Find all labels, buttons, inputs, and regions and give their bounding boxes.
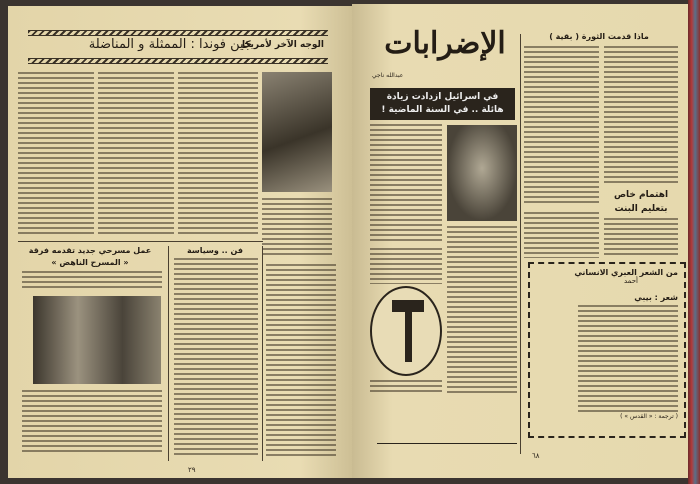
article-column [604, 46, 678, 186]
poem-title: من الشعر العبري الانساني [574, 268, 678, 277]
divider [18, 241, 263, 242]
poem-box [528, 262, 686, 438]
article-column [262, 198, 332, 258]
article-text [22, 271, 162, 291]
article-text [22, 390, 162, 452]
section-heading: بتعليم البنت [614, 204, 668, 214]
poem-subtitle: أحمد [624, 277, 638, 285]
section-heading: عمل مسرحي جديد تقدمه فرقة [28, 246, 152, 255]
headline: جين فوندا : الممثلة و المناضلة [88, 37, 252, 52]
article-column [18, 72, 94, 237]
subtitle-line: في اسرائيل ازدادت زيادة [386, 92, 499, 102]
hammer-illustration [370, 286, 442, 376]
article-column [98, 72, 174, 237]
photo-jane-fonda [262, 72, 332, 192]
divider [168, 246, 169, 461]
page-number: ٢٩ [188, 466, 196, 474]
left-page [8, 6, 352, 478]
section-heading: « المسرح الناهض » [51, 258, 129, 267]
binding-edge [688, 0, 700, 484]
article-text [370, 380, 442, 394]
article-column [178, 72, 258, 237]
right-page [352, 4, 688, 478]
article-column [447, 226, 517, 396]
photo-man [447, 125, 517, 221]
decorative-border [28, 58, 328, 64]
divider [520, 34, 521, 454]
article-column [604, 218, 678, 258]
poem-text [578, 305, 678, 413]
article-column [524, 46, 599, 206]
subtitle-box [370, 88, 515, 120]
column-heading: ماذا قدمت الثورة ( بقية ) [549, 32, 649, 41]
article-title: الإضرابات [384, 26, 506, 61]
subtitle-line: هائلة .. في السنة الماضية ! [381, 105, 504, 115]
photo-actor [33, 296, 161, 384]
poem-credit: ( ترجمة : « القدس » ) [620, 413, 678, 420]
section-heading: فن .. وسياسة [187, 246, 243, 255]
article-column [524, 212, 599, 258]
divider [262, 246, 263, 461]
cartoon-illustration [377, 396, 517, 444]
article-column [266, 264, 336, 459]
byline: عبدالله ناجي [372, 72, 404, 79]
article-column [174, 258, 258, 458]
page-number: ٦٨ [532, 452, 540, 460]
poet-name: شعر : بيبي [634, 293, 678, 302]
article-column [370, 124, 442, 244]
article-column [370, 248, 442, 284]
section-heading: اهتمام خاص [613, 190, 669, 200]
kicker: الوجه الآخر لأمريكا [241, 40, 324, 50]
decorative-border [28, 30, 328, 36]
